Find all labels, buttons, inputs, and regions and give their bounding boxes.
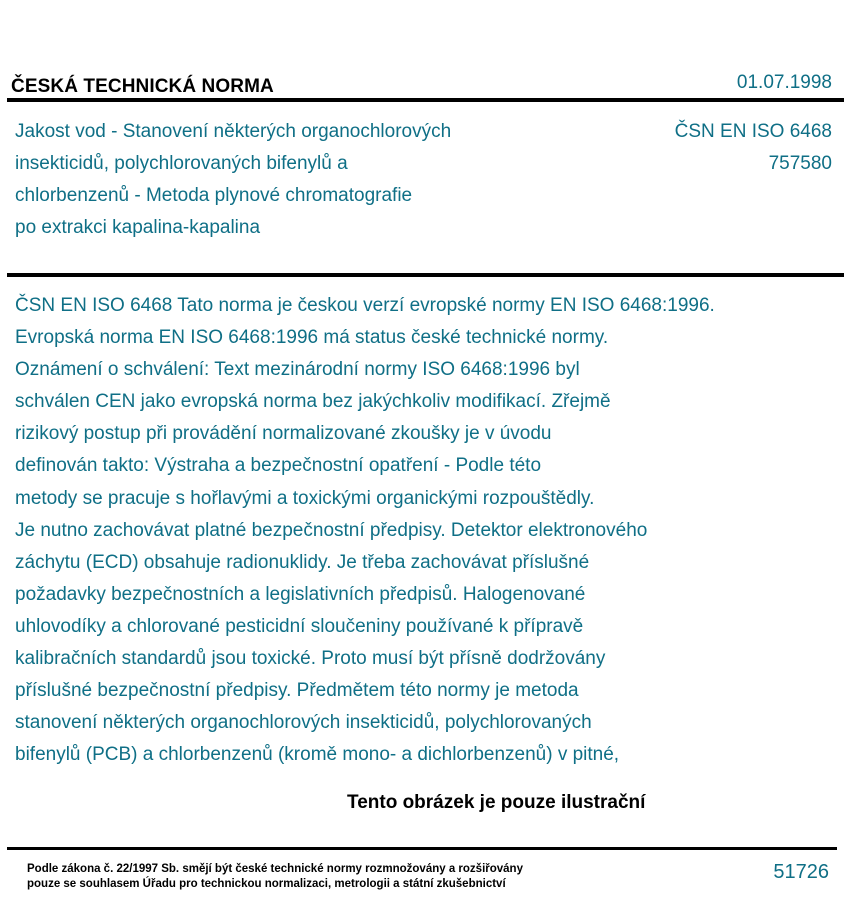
illustration-note: Tento obrázek je pouze ilustrační (347, 792, 646, 813)
abstract-line: ČSN EN ISO 6468 Tato norma je českou verzí evropské normy EN ISO 6468:1996. (15, 295, 715, 316)
footer-divider (7, 847, 837, 850)
abstract-line: Evropská norma EN ISO 6468:1996 má status české technické normy. (15, 327, 609, 349)
class-number: 757580 (768, 153, 832, 174)
copyright-line: Podle zákona č. 22/1997 Sb. smějí být české technické normy rozmnožovány a rozšiřovány (27, 863, 523, 875)
copyright-notice (27, 862, 523, 892)
document-number: 51726 (773, 861, 829, 883)
abstract-line: definován takto: Výstraha a bezpečnostní opatření - Podle této (15, 455, 542, 477)
publication-date: 01.07.1998 (736, 72, 832, 93)
abstract-text (15, 290, 715, 771)
copyright-line: pouze se souhlasem Úřadu pro technickou normalizaci, metrologii a státní zkušebnictví (27, 878, 506, 890)
abstract-line: metody se pracuje s hořlavými a toxickými organickými rozpouštědly. (15, 487, 595, 509)
abstract-line: schválen CEN jako evropská norma bez jakýchkoliv modifikací. Zřejmě (15, 391, 611, 413)
standard-code: ČSN EN ISO 6468 (674, 121, 832, 142)
abstract-line: rizikový postup při provádění normalizované zkoušky je v úvodu (15, 423, 552, 445)
abstract-line: bifenylů (PCB) a chlorbenzenů (kromě mono- a dichlorbenzenů) v pitné, (15, 744, 620, 766)
abstract-line: záchytu (ECD) obsahuje radionuklidy. Je třeba zachovávat příslušné (15, 551, 590, 573)
standard-title-line: insekticidů, polychlorovaných bifenylů a (15, 153, 348, 174)
standard-title-line: chlorbenzenů - Metoda plynové chromatografie (15, 185, 413, 206)
abstract-line: uhlovodíky a chlorované pesticidní sloučeniny používané k přípravě (15, 615, 584, 637)
standard-identifiers (675, 116, 832, 180)
standard-title (15, 116, 451, 244)
standard-title-line: Jakost vod - Stanovení některých organochlorových (15, 121, 452, 142)
abstract-line: požadavky bezpečnostních a legislativních předpisů. Halogenované (15, 583, 586, 605)
abstract-line: příslušné bezpečnostní předpisy. Předmětem této normy je metoda (15, 680, 579, 702)
abstract-line: Je nutno zachovávat platné bezpečnostní předpisy. Detektor elektronového (15, 519, 648, 541)
abstract-line: stanovení některých organochlorových insekticidů, polychlorovaných (15, 712, 592, 734)
abstract-line: Oznámení o schválení: Text mezinárodní normy ISO 6468:1996 byl (15, 359, 580, 381)
document-heading: ČESKÁ TECHNICKÁ NORMA (11, 76, 274, 97)
section-divider (7, 273, 844, 277)
header-divider (7, 98, 844, 102)
standard-title-line: po extrakci kapalina-kapalina (15, 217, 261, 238)
abstract-line: kalibračních standardů jsou toxické. Proto musí být přísně dodržovány (15, 648, 606, 670)
